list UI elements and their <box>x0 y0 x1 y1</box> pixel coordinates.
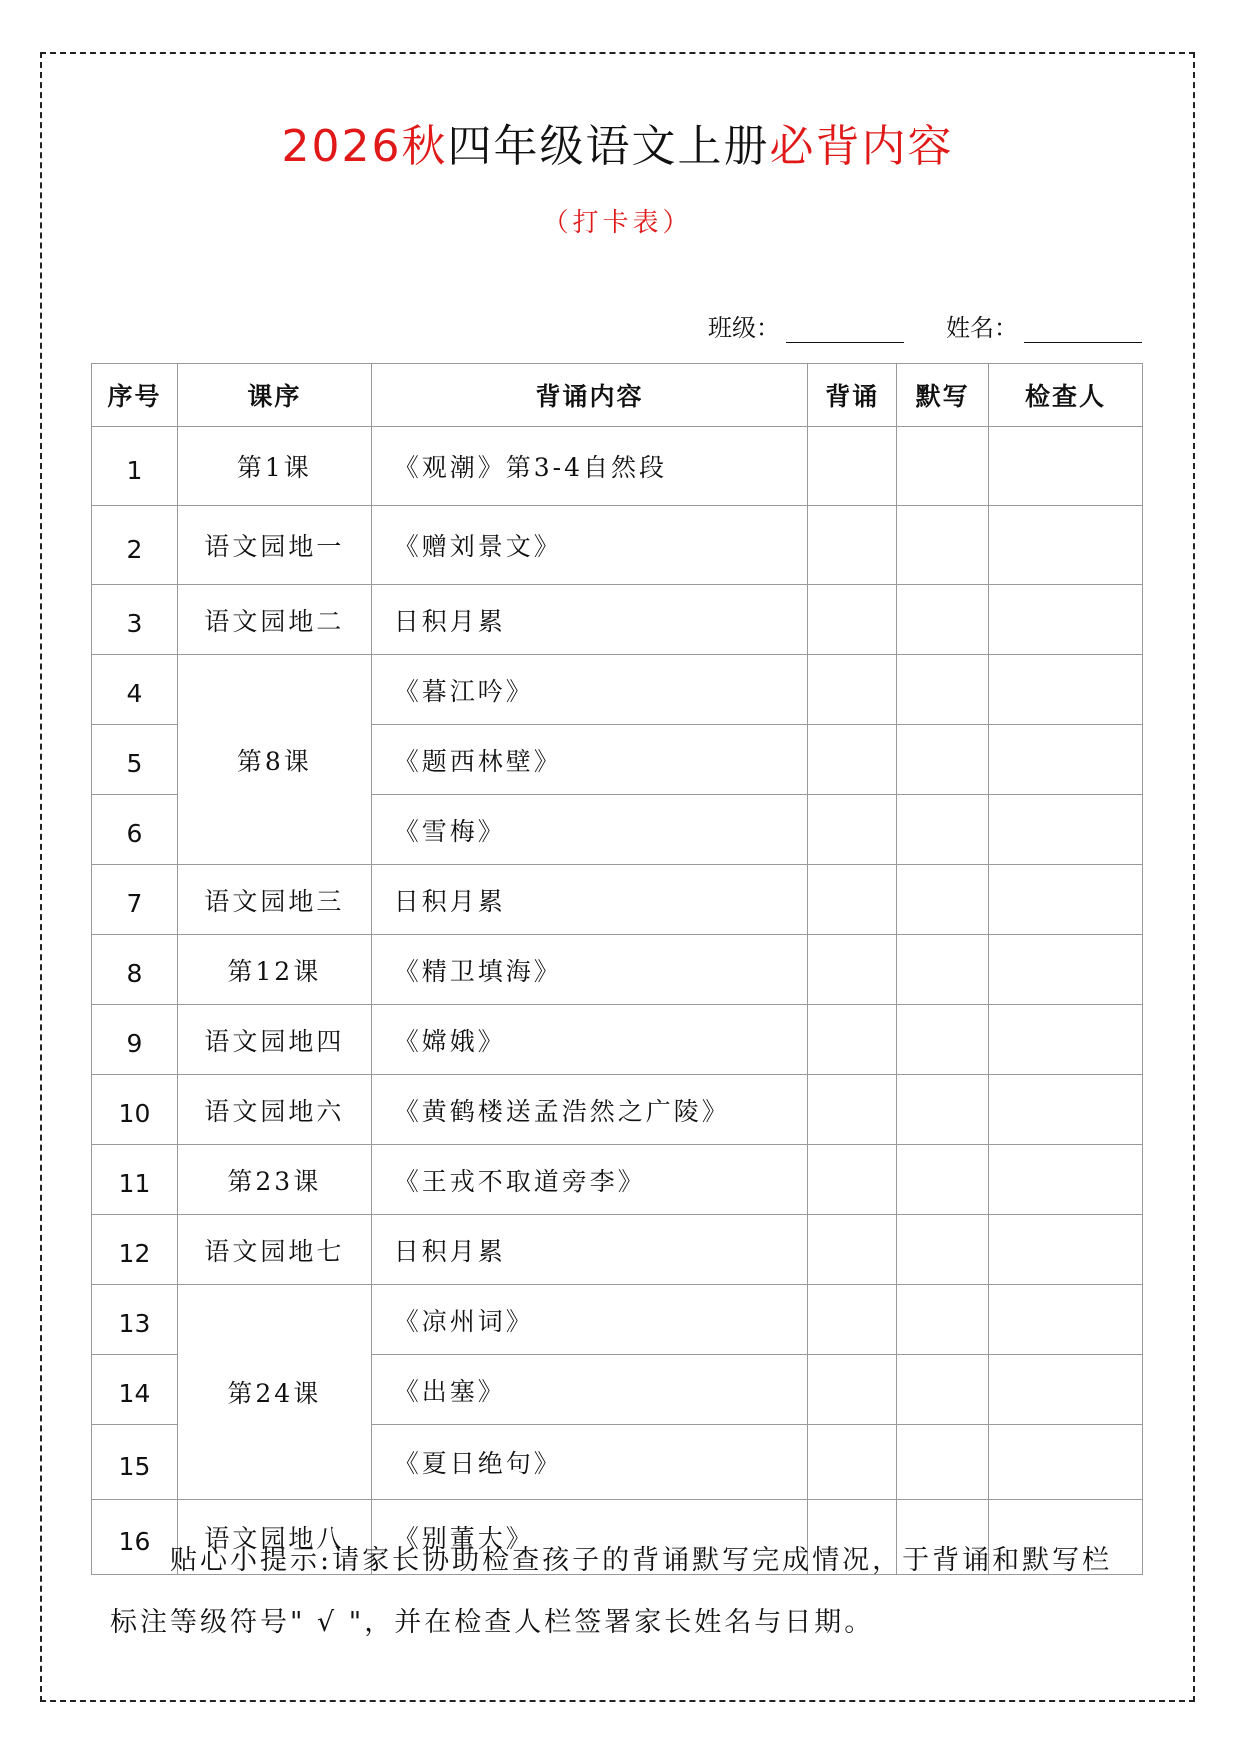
row-lesson: 语文园地六 <box>177 1075 371 1145</box>
row-content: 《夏日绝句》 <box>371 1425 808 1500</box>
header-content: 背诵内容 <box>371 364 808 427</box>
checker-cell[interactable] <box>989 795 1143 865</box>
dictation-cell[interactable] <box>897 655 989 725</box>
row-content: 《黄鹤楼送孟浩然之广陵》 <box>371 1075 808 1145</box>
row-no: 8 <box>92 935 178 1005</box>
dictation-cell[interactable] <box>897 1355 989 1425</box>
name-field <box>946 308 1142 343</box>
row-no: 5 <box>92 725 178 795</box>
table-row <box>92 1285 1143 1355</box>
row-content: 《别董大》 <box>371 1500 808 1575</box>
recite-cell[interactable] <box>808 1285 897 1355</box>
row-lesson: 第23课 <box>177 1145 371 1215</box>
checker-cell[interactable] <box>989 506 1143 585</box>
row-lesson: 语文园地四 <box>177 1005 371 1075</box>
header-no: 序号 <box>92 364 178 427</box>
row-lesson: 第24课 <box>177 1285 371 1500</box>
dictation-cell[interactable] <box>897 1005 989 1075</box>
header-recite: 背诵 <box>808 364 897 427</box>
row-content: 日积月累 <box>371 585 808 655</box>
row-no: 7 <box>92 865 178 935</box>
page-title <box>0 110 1235 174</box>
checker-cell[interactable] <box>989 1215 1143 1285</box>
recite-cell[interactable] <box>808 1005 897 1075</box>
row-no: 11 <box>92 1145 178 1215</box>
recite-cell[interactable] <box>808 725 897 795</box>
row-content: 《王戎不取道旁李》 <box>371 1145 808 1215</box>
dictation-cell[interactable] <box>897 1145 989 1215</box>
parent-tip: 贴心小提示:请家长协助检查孩子的背诵默写完成情况，于背诵和默写栏标注等级符号" √ "，并在检查人栏签署家长姓名与日期。 <box>110 1545 1113 1638</box>
row-content: 《题西林壁》 <box>371 725 808 795</box>
recite-cell[interactable] <box>808 865 897 935</box>
row-no: 6 <box>92 795 178 865</box>
table-row <box>92 935 1143 1005</box>
checker-cell[interactable] <box>989 725 1143 795</box>
table-row <box>92 1215 1143 1285</box>
row-lesson: 语文园地三 <box>177 865 371 935</box>
dictation-cell[interactable] <box>897 1075 989 1145</box>
recite-cell[interactable] <box>808 1425 897 1500</box>
dictation-cell[interactable] <box>897 1285 989 1355</box>
dictation-cell[interactable] <box>897 1425 989 1500</box>
dictation-cell[interactable] <box>897 585 989 655</box>
row-no: 9 <box>92 1005 178 1075</box>
dictation-cell[interactable] <box>897 506 989 585</box>
row-lesson: 语文园地二 <box>177 585 371 655</box>
table-row <box>92 506 1143 585</box>
recite-cell[interactable] <box>808 1145 897 1215</box>
recite-cell[interactable] <box>808 585 897 655</box>
row-lesson: 第8课 <box>177 655 371 865</box>
page-subtitle: （打卡表） <box>542 208 693 238</box>
row-lesson: 第12课 <box>177 935 371 1005</box>
header-dictation: 默写 <box>897 364 989 427</box>
table-row <box>92 427 1143 506</box>
row-no: 13 <box>92 1285 178 1355</box>
dictation-cell[interactable] <box>897 795 989 865</box>
row-content: 《暮江吟》 <box>371 655 808 725</box>
header-lesson: 课序 <box>177 364 371 427</box>
row-no: 14 <box>92 1355 178 1425</box>
title-year: 2026 <box>281 121 402 172</box>
row-no: 12 <box>92 1215 178 1285</box>
checker-cell[interactable] <box>989 585 1143 655</box>
dictation-cell[interactable] <box>897 1215 989 1285</box>
row-content: 日积月累 <box>371 1215 808 1285</box>
row-no: 1 <box>92 427 178 506</box>
row-lesson: 语文园地一 <box>177 506 371 585</box>
table-row <box>92 655 1143 725</box>
row-no: 4 <box>92 655 178 725</box>
table-row <box>92 1075 1143 1145</box>
dictation-cell[interactable] <box>897 725 989 795</box>
table-row <box>92 865 1143 935</box>
title-middle: 四年级语文上册 <box>447 121 770 172</box>
checker-cell[interactable] <box>989 427 1143 506</box>
name-blank[interactable] <box>1024 316 1142 343</box>
table-header-row <box>92 364 1143 427</box>
table-row <box>92 1145 1143 1215</box>
row-no: 16 <box>92 1500 178 1575</box>
recite-cell[interactable] <box>808 506 897 585</box>
checker-cell[interactable] <box>989 1355 1143 1425</box>
row-no: 2 <box>92 506 178 585</box>
recite-cell[interactable] <box>808 1075 897 1145</box>
row-content: 《凉州词》 <box>371 1285 808 1355</box>
row-no: 15 <box>92 1425 178 1500</box>
row-lesson: 语文园地八 <box>177 1500 371 1575</box>
row-content: 《嫦娥》 <box>371 1005 808 1075</box>
recite-cell[interactable] <box>808 655 897 725</box>
table-row <box>92 585 1143 655</box>
recite-cell[interactable] <box>808 795 897 865</box>
recite-cell[interactable] <box>808 935 897 1005</box>
title-season: 秋 <box>401 121 448 172</box>
checklist-table <box>91 363 1143 1575</box>
row-content: 《观潮》第3-4自然段 <box>371 427 808 506</box>
row-no: 10 <box>92 1075 178 1145</box>
dictation-cell[interactable] <box>897 935 989 1005</box>
class-field <box>708 308 904 343</box>
checker-cell[interactable] <box>989 1005 1143 1075</box>
row-content: 《精卫填海》 <box>371 935 808 1005</box>
header-checker: 检查人 <box>989 364 1143 427</box>
dictation-cell[interactable] <box>897 865 989 935</box>
row-lesson: 第1课 <box>177 427 371 506</box>
checker-cell[interactable] <box>989 1285 1143 1355</box>
checker-cell[interactable] <box>989 1075 1143 1145</box>
dictation-cell[interactable] <box>897 427 989 506</box>
row-no: 3 <box>92 585 178 655</box>
row-content: 《出塞》 <box>371 1355 808 1425</box>
recite-cell[interactable] <box>808 427 897 506</box>
title-end: 必背内容 <box>769 121 954 172</box>
class-blank[interactable] <box>786 316 904 343</box>
checker-cell[interactable] <box>989 865 1143 935</box>
checker-cell[interactable] <box>989 1145 1143 1215</box>
class-label: 班级： <box>708 314 780 342</box>
recite-cell[interactable] <box>808 1215 897 1285</box>
row-content: 《赠刘景文》 <box>371 506 808 585</box>
row-lesson: 语文园地七 <box>177 1215 371 1285</box>
checker-cell[interactable] <box>989 655 1143 725</box>
row-content: 日积月累 <box>371 865 808 935</box>
checker-cell[interactable] <box>989 1425 1143 1500</box>
name-label: 姓名： <box>946 314 1018 342</box>
table-row <box>92 1005 1143 1075</box>
recite-cell[interactable] <box>808 1355 897 1425</box>
checker-cell[interactable] <box>989 935 1143 1005</box>
row-content: 《雪梅》 <box>371 795 808 865</box>
